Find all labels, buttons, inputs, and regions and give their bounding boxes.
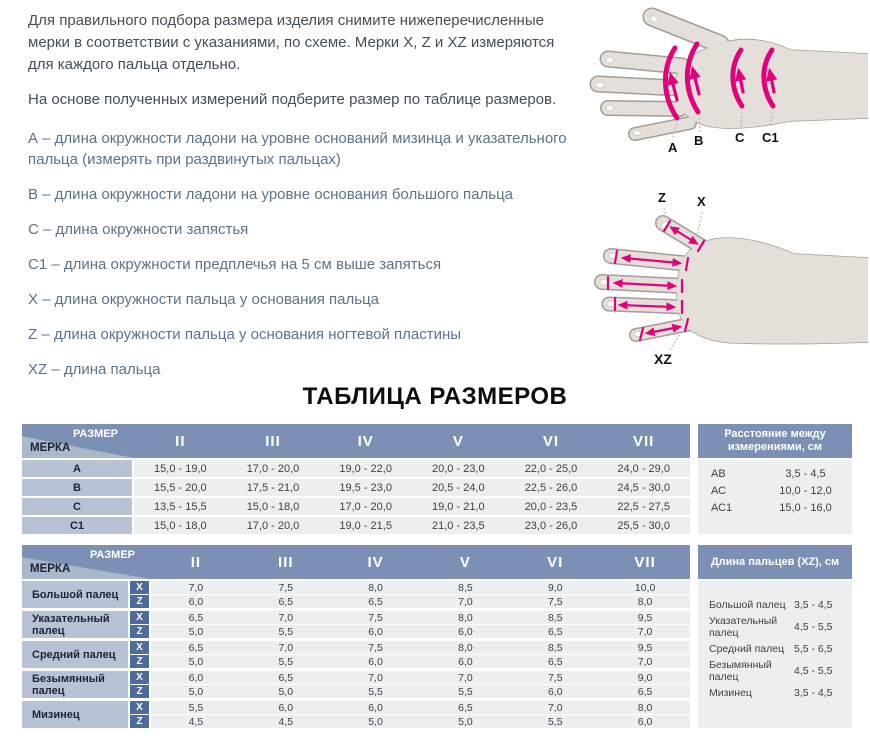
cell-value: 6,5 (458, 701, 473, 714)
cell-value: 9,0 (547, 581, 563, 594)
cell-value: 17,0 - 20,0 (339, 500, 392, 513)
definition-xz: XZ – длина пальца (28, 361, 161, 378)
cell-value: 8,5 (458, 581, 473, 594)
finger-row-pinky (22, 701, 690, 728)
finger-label: Большой палец (709, 599, 786, 611)
col-header: III (265, 432, 281, 450)
cell-value: 6,5 (188, 611, 204, 624)
x-values-row (151, 671, 690, 684)
list-item (698, 465, 852, 482)
row-label: С1 (22, 517, 132, 534)
cell-value: 13,5 - 15,5 (154, 500, 207, 513)
row-label: С (22, 498, 132, 515)
cell-value: 6,0 (458, 655, 473, 668)
list-item (698, 482, 852, 499)
finger-length-value: 4,5 - 5,5 (794, 621, 833, 633)
x-badge: X (130, 611, 149, 624)
cell-value: 6,0 (368, 625, 383, 638)
cell-value: 6,0 (458, 625, 473, 638)
distance-sidebar (698, 424, 852, 534)
distance-value: 15,0 - 16,0 (779, 501, 832, 514)
cell-value: 5,5 (547, 715, 563, 728)
cell-value: 6,0 (278, 701, 294, 714)
finger-row-ring (22, 671, 690, 698)
distance-label: АС1 (711, 501, 733, 514)
label-c1: C1 (762, 130, 779, 145)
cell-value: 22,5 - 26,0 (524, 481, 578, 494)
cell-value: 5,0 (278, 685, 294, 698)
cell-value: 5,0 (188, 685, 204, 698)
cell-value: 20,0 - 23,0 (432, 462, 485, 475)
cell-value: 5,5 (278, 655, 294, 668)
finger-label: Мизинец (709, 687, 752, 699)
x-values-row (151, 611, 690, 624)
label-c: C (735, 130, 745, 145)
z-values-row (151, 625, 690, 638)
z-badge: Z (130, 625, 149, 638)
cell-value: 6,0 (368, 701, 383, 714)
corner-label-measure: МЕРКА (30, 442, 71, 454)
z-values-row (151, 685, 690, 698)
fingernails (596, 15, 659, 136)
z-badge: Z (130, 685, 149, 698)
finger-length-body (698, 581, 852, 728)
cell-value: 5,0 (368, 715, 383, 728)
finger-row-thumb (22, 581, 690, 608)
cell-value: 5,5 (278, 625, 294, 638)
distance-value: 3,5 - 4,5 (785, 467, 826, 480)
list-item (698, 682, 852, 704)
col-header: III (277, 553, 294, 571)
definition-c: С – длина окружности запястья (28, 221, 249, 238)
row-values (134, 517, 690, 534)
cell-value: 7,5 (547, 671, 563, 684)
cell-value: 19,0 - 21,5 (339, 519, 392, 532)
cell-value: 17,5 - 21,0 (246, 481, 300, 494)
cell-value: 17,0 - 20,0 (246, 462, 300, 475)
finger-values (151, 701, 690, 728)
cell-value: 25,5 - 30,0 (617, 519, 670, 532)
cell-value: 22,5 - 27,5 (617, 500, 670, 513)
list-item (698, 594, 852, 616)
col-header: VI (547, 553, 564, 571)
cell-value: 5,5 (458, 685, 473, 698)
x-badge: X (130, 581, 149, 594)
z-badge: Z (130, 655, 149, 668)
row-values (134, 479, 690, 496)
cell-value: 6,0 (547, 685, 563, 698)
finger-length-value: 3,5 - 4,5 (794, 687, 833, 699)
xz-badges (130, 611, 149, 638)
cell-value: 4,5 (188, 715, 204, 728)
row-label: В (22, 479, 132, 496)
cell-value: 15,5 - 20,0 (154, 481, 207, 494)
z-values-row (151, 655, 690, 668)
cell-value: 7,0 (458, 595, 473, 608)
cell-value: 15,0 - 19,0 (154, 462, 207, 475)
finger-length-sidebar (698, 545, 852, 728)
cell-value: 7,0 (637, 655, 653, 668)
finger-row-index (22, 611, 690, 638)
measurement-definitions (28, 128, 588, 394)
list-item (698, 638, 852, 660)
finger-name: Мизинец (22, 701, 128, 728)
size-table-circumferences (22, 424, 690, 534)
col-header: V (452, 432, 464, 450)
col-header: II (190, 553, 202, 571)
xz-badges (130, 641, 149, 668)
definition-z: Z – длина окружности пальца у основания ногтевой пластины (28, 326, 462, 343)
cell-value: 6,5 (278, 595, 294, 608)
cell-value: 6,5 (188, 641, 204, 654)
cell-value: 8,5 (547, 641, 563, 654)
intro-text (28, 10, 584, 124)
intro-paragraph-1: Для правильного подбора размера изделия снимите нижеперечисленные мерки в соответствии с указаниями, по схеме. Мерки X, Z и XZ измеряются для каждого пальца отдельно. (28, 12, 555, 73)
finger-values (151, 671, 690, 698)
table-row (22, 460, 690, 477)
cell-value: 6,5 (637, 685, 653, 698)
finger-label: Безымянный палец (709, 659, 772, 683)
finger-length-value: 5,5 - 6,5 (794, 643, 833, 655)
finger-label: Средний палец (709, 643, 785, 655)
cell-value: 15,0 - 18,0 (154, 519, 207, 532)
finger-values (151, 641, 690, 668)
col-header: V (459, 553, 471, 571)
label-x: X (697, 194, 706, 209)
cell-value: 8,0 (637, 595, 653, 608)
distance-label: АС (711, 484, 727, 497)
cell-value: 20,0 - 23,5 (524, 500, 578, 513)
table2-corner-cell (22, 545, 151, 579)
finger-length-title: Длина пальцев (XZ), см (698, 545, 852, 579)
xz-badges (130, 581, 149, 608)
x-badge: X (130, 641, 149, 654)
cell-value: 9,0 (637, 671, 653, 684)
cell-value: 9,5 (637, 641, 653, 654)
cell-value: 17,0 - 20,0 (246, 519, 300, 532)
cell-value: 9,5 (637, 611, 653, 624)
cell-value: 19,0 - 22,0 (339, 462, 392, 475)
cell-value: 7,0 (368, 671, 383, 684)
page-title: ТАБЛИЦА РАЗМЕРОВ (302, 383, 568, 410)
cell-value: 19,5 - 23,0 (339, 481, 392, 494)
finger-row-middle (22, 641, 690, 668)
definition-a: А – длина окружности ладони на уровне оснований мизинца и указательного пальца (измерять при раздвинутых пальцах) (28, 130, 567, 168)
cell-value: 6,5 (547, 655, 563, 668)
cell-value: 21,0 - 23,5 (432, 519, 485, 532)
finger-values (151, 581, 690, 608)
list-item (698, 499, 852, 516)
definition-b: В – длина окружности ладони на уровне основания большого пальца (28, 186, 514, 203)
finger-name: Указательный палец (22, 611, 128, 638)
corner-label-size: РАЗМЕР (72, 428, 118, 440)
table-row (22, 517, 690, 534)
x-badge: X (130, 671, 149, 684)
z-badge: Z (130, 715, 149, 728)
cell-value: 7,5 (547, 595, 563, 608)
table-row (22, 498, 690, 515)
col-header: VII (632, 432, 655, 450)
cell-value: 8,0 (368, 581, 383, 594)
hand-diagram-fingers (578, 172, 868, 382)
cell-value: 7,0 (278, 641, 294, 654)
cell-value: 23,0 - 26,0 (524, 519, 578, 532)
finger-name: Большой палец (22, 581, 128, 608)
cell-value: 20,5 - 24,0 (432, 481, 485, 494)
cell-value: 8,0 (458, 611, 473, 624)
cell-value: 22,0 - 25,0 (524, 462, 578, 475)
cell-value: 7,5 (368, 611, 383, 624)
list-item (698, 660, 852, 682)
cell-value: 7,0 (547, 701, 563, 714)
label-a: A (668, 140, 678, 155)
cell-value: 6,0 (368, 655, 383, 668)
finger-name: Средний палец (22, 641, 128, 668)
x-values-row (151, 581, 690, 594)
col-header: VI (542, 432, 560, 450)
col-header: IV (367, 553, 384, 571)
hand-diagram-circumferences (578, 2, 868, 170)
cell-value: 4,5 (278, 715, 294, 728)
label-xz: XZ (654, 351, 672, 367)
cell-value: 7,5 (278, 581, 294, 594)
x-values-row (151, 701, 690, 714)
cell-value: 7,0 (458, 671, 473, 684)
cell-value: 6,5 (278, 671, 294, 684)
hand-shape (600, 220, 868, 343)
cell-value: 6,0 (188, 595, 204, 608)
table-row (22, 479, 690, 496)
size-table-fingers (22, 545, 690, 728)
cell-value: 5,0 (188, 655, 204, 668)
row-label: А (22, 460, 132, 477)
cell-value: 5,5 (368, 685, 383, 698)
cell-value: 8,0 (637, 701, 653, 714)
label-b: B (694, 133, 704, 148)
list-item (698, 616, 852, 638)
cell-value: 8,0 (458, 641, 473, 654)
col-header: IV (357, 432, 374, 450)
distance-sidebar-body (698, 460, 852, 534)
corner-label-size: РАЗМЕР (89, 549, 135, 561)
finger-length-value: 3,5 - 4,5 (794, 599, 833, 611)
distance-value: 10,0 - 12,0 (779, 484, 832, 497)
cell-value: 8,5 (547, 611, 563, 624)
finger-name: Безымянный палец (22, 671, 128, 698)
finger-length-value: 4,5 - 5,5 (794, 665, 833, 677)
col-header: VII (634, 553, 656, 571)
cell-value: 10,0 (634, 581, 656, 594)
corner-label-measure: МЕРКА (30, 563, 71, 575)
definition-x: X – длина окружности пальца у основания пальца (28, 291, 380, 308)
cell-value: 7,0 (637, 625, 653, 638)
finger-values (151, 611, 690, 638)
cell-value: 19,0 - 21,0 (432, 500, 485, 513)
cell-value: 6,0 (188, 671, 204, 684)
cell-value: 15,0 - 18,0 (246, 500, 300, 513)
cell-value: 7,0 (188, 581, 204, 594)
cell-value: 7,5 (368, 641, 383, 654)
row-values (134, 498, 690, 515)
x-badge: X (130, 701, 149, 714)
distance-label: АВ (711, 467, 726, 480)
z-values-row (151, 595, 690, 608)
intro-paragraph-2: На основе полученных измерений подберите размер по таблице размеров. (28, 91, 557, 108)
x-values-row (151, 641, 690, 654)
col-header: II (175, 432, 186, 450)
cell-value: 24,5 - 30,0 (617, 481, 670, 494)
z-badge: Z (130, 595, 149, 608)
table1-header (22, 424, 690, 458)
label-z: Z (658, 190, 666, 205)
cell-value: 24,0 - 29,0 (617, 462, 670, 475)
finger-label: Указательный палец (709, 615, 778, 639)
cell-value: 6,5 (547, 625, 563, 638)
cell-value: 5,0 (188, 625, 204, 638)
definition-c1: С1 – длина окружности предплечья на 5 см выше запяться (28, 256, 442, 273)
table1-corner-cell (22, 424, 134, 458)
xz-badges (130, 701, 149, 728)
table2-header (22, 545, 690, 579)
cell-value: 7,0 (278, 611, 294, 624)
cell-value: 5,5 (188, 701, 204, 714)
xz-badges (130, 671, 149, 698)
cell-value: 6,0 (637, 715, 653, 728)
cell-value: 5,0 (458, 715, 473, 728)
z-values-row (151, 715, 690, 728)
cell-value: 6,5 (368, 595, 383, 608)
row-values (134, 460, 690, 477)
distance-sidebar-title: Расстояние между измерениями, см (698, 424, 852, 458)
